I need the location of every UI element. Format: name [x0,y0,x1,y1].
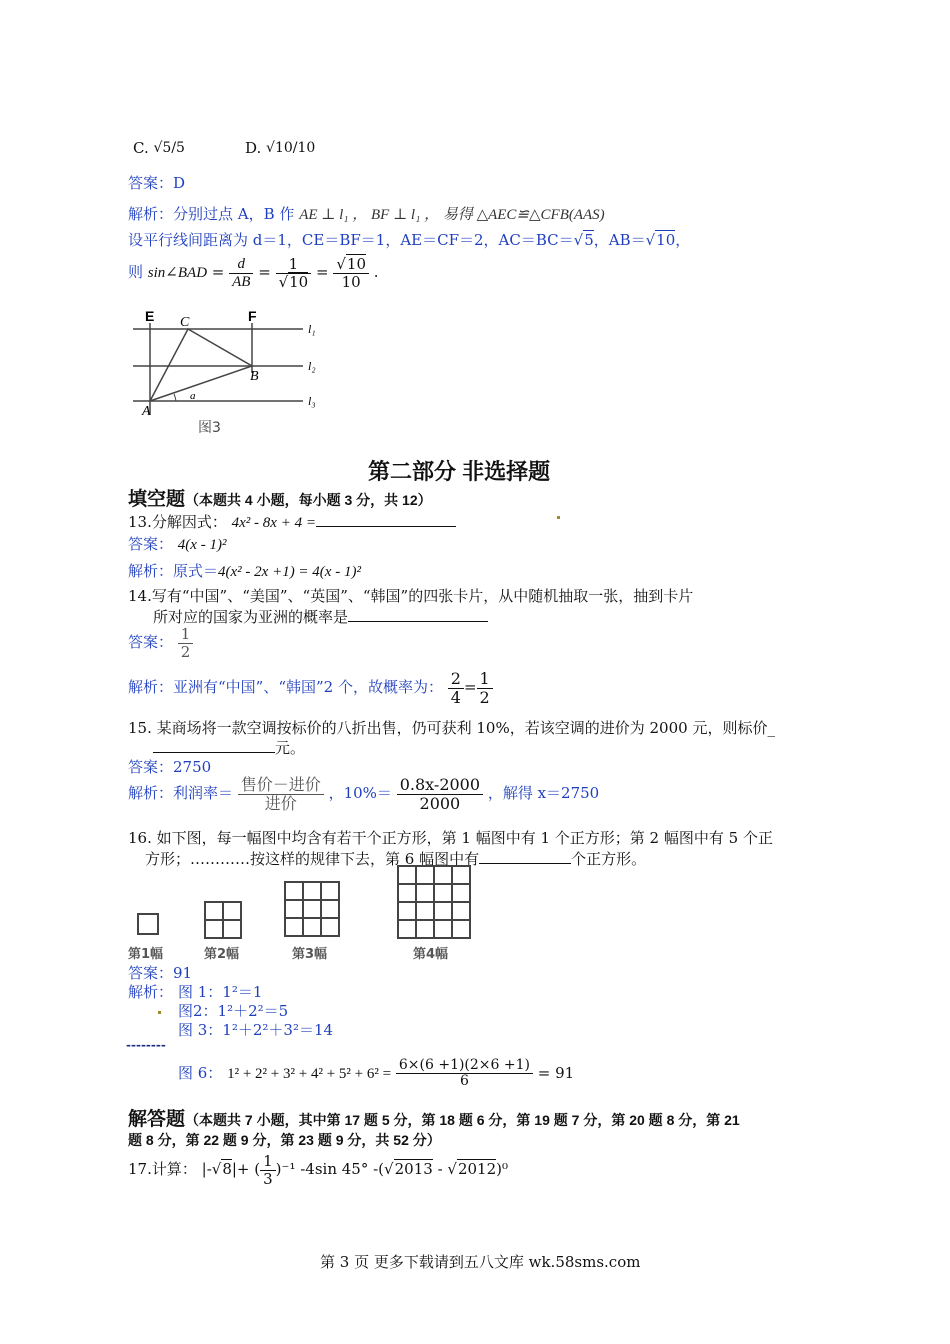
q15-stem-2: 元。 [153,737,305,758]
q14-frac-1-2: $\frac{1}{2}$ [477,670,493,706]
q14-answer-frac: $\frac{1}{2}$ [178,626,194,660]
q15-stem-1: 15. 某商场将一款空调按标价的八折出售，仍可获利 10%，若该空调的进价为 2000 元，则标价_ [128,719,775,737]
q13-analysis: 解析：原式＝4(x² - 2x +1) = 4(x - 1)² [128,562,361,580]
fill-note: （本题共 4 小题，每小题 3 分，共 12） [185,492,432,508]
prev-answer: 答案：D [128,174,186,192]
stray-dot-2 [158,1011,161,1014]
line2-text: 设平行线间距离为 d＝1，CE＝BF＝1，AE＝CF＝2，AC＝BC＝ [128,231,574,249]
q16-caption-3: 第3幅 [292,947,328,962]
q17-frac: $\frac{1}{3}$ [260,1153,276,1187]
fig3-label-e: E [145,308,155,324]
q16-a2: 图2：1²＋2²＝5 [178,1002,289,1020]
q14-analysis: 解析：亚洲有“中国”、“韩国”2 个，故概率为： $\frac{2}{4}$ = $\frac{1}{2}$ [128,670,493,706]
line2-end: ， [675,231,691,249]
q16-caption-2: 第2幅 [204,947,240,962]
fig3-label-a: A [142,404,151,419]
figure-3 [128,305,328,440]
line2-mid: ，AB＝ [593,231,646,249]
q16-figures [128,862,488,964]
q15-frac-profit: $\frac{\text{售价－进价}}{\text{进价}}$ [238,776,324,812]
solve-heading-row [128,1104,740,1131]
q16-stem-2: 方形；…………按这样的规律下去，第 6 幅图中有 个正方形。 [145,850,647,868]
page-footer: 第 3 页 更多下载请到五八文库 wk.58sms.com [320,1253,641,1271]
option-c-fraction: √5/5 [153,140,185,157]
q16-caption-4: 第4幅 [413,947,449,962]
fill-heading-row [128,484,432,511]
fig3-caption: 图3 [198,420,221,436]
q13-stem: 13.分解因式： 4x² - 8x + 4 = [128,511,456,532]
q14-stem-2: 所对应的国家为亚洲的概率是 [153,606,488,627]
fig3-label-l1: l₁ [308,322,316,336]
fig3-label-l2: l₂ [308,359,316,373]
analysis-math: AE ⊥ l₁ ， BF ⊥ l₁ ， 易得 △AEC≌△CFB(AAS) [299,207,605,223]
prev-analysis-line2: 设平行线间距离为 d＝1，CE＝BF＝1，AE＝CF＝2，AC＝BC＝√5，AB＝√10， [128,231,691,249]
fig3-label-c: C [180,315,190,330]
line3-prefix: 则 [128,263,144,281]
q16-a3: 图 3：1²＋2²＋3²＝14 [178,1021,334,1039]
option-c [133,139,185,157]
sin-bad: sin∠BAD [147,265,208,281]
frac-sqrt10-10: $\frac{√10}{10}$ [333,256,369,290]
q16-a6-frac: $\frac{6\times(6 +1)(2\times 6 +1)}{6}$ [396,1058,533,1090]
q17-stem: 17.计算： |-√8|+ ( $\frac{1}{3}$ )⁻¹ -4sin 45° -(√2013 - √2012)⁰ [128,1152,509,1188]
q14-stem-1: 14.写有“中国”、“美国”、“英国”、“韩国”的四张卡片，从中随机抽取一张，抽到卡片 [128,587,694,605]
fig3-label-alpha: a [190,390,196,402]
q16-stem-1: 16. 如下图，每一幅图中均含有若干个正方形，第 1 幅图中有 1 个正方形；第 2 幅图中有 5 个正 [128,829,773,847]
q16-answer: 答案：91 [128,964,193,982]
q16-analysis-label: 解析： [128,983,174,1001]
fig3-label-f: F [248,308,257,324]
option-d-label: D. [245,139,262,157]
q15-analysis: 解析：利润率＝ $\frac{\text{售价－进价}}{\text{进价}}$ ，10%＝ $\frac{0.8x-2000}{2000}$ ，解得 x＝2750 [128,775,600,813]
option-d [245,139,315,157]
frac-1-sqrt10: $\frac{1}{√10}$ [276,256,312,290]
sqrt5: 5 [584,231,594,249]
q14-frac-2-4: $\frac{2}{4}$ [448,670,464,706]
fig3-label-b: B [250,369,259,384]
prev-analysis-line1 [128,203,605,224]
prev-analysis-line3: 则 sin∠BAD = $\frac{d}{AB}$ = $\frac{1}{√10}$ = $\frac{√10}{10}$ . [128,255,379,291]
option-d-fraction: √10/10 [266,140,316,157]
q13-answer: 答案： 4(x - 1)² [128,535,227,553]
q16-a1: 图 1：1²＝1 [178,983,263,1001]
q16-a6: 图 6： 1² + 2² + 3² + 4² + 5² + 6² = $\frac{6\times(6 +1)(2\times 6 +1)}{6}$ = 91 [178,1057,575,1090]
solve-heading: 解答题 [128,1109,186,1130]
solve-note-1: （本题共 7 小题，其中第 17 题 5 分，第 18 题 6 分，第 19 题 7 分，第 20 题 8 分，第 21 [185,1112,740,1128]
frac-d-ab: $\frac{d}{AB}$ [229,256,253,290]
q15-answer: 答案：2750 [128,758,212,776]
part2-title: 第二部分 非选择题 [368,459,551,484]
q16-caption-1: 第1幅 [128,947,164,962]
q16-dashes: -------- [126,1038,166,1052]
q15-frac-equation: $\frac{0.8x-2000}{2000}$ [397,776,483,812]
fill-heading: 填空题 [128,489,186,510]
stray-dot [557,516,560,519]
sqrt10: 10 [656,231,676,249]
analysis-prefix: 解析：分别过点 A，B 作 [128,205,295,223]
option-c-label: C. [133,139,149,157]
fig3-label-l3: l₃ [308,394,316,408]
solve-note-2: 题 8 分，第 22 题 9 分，第 23 题 9 分，共 52 分） [128,1132,441,1148]
q14-answer: 答案： $\frac{1}{2}$ [128,626,193,660]
